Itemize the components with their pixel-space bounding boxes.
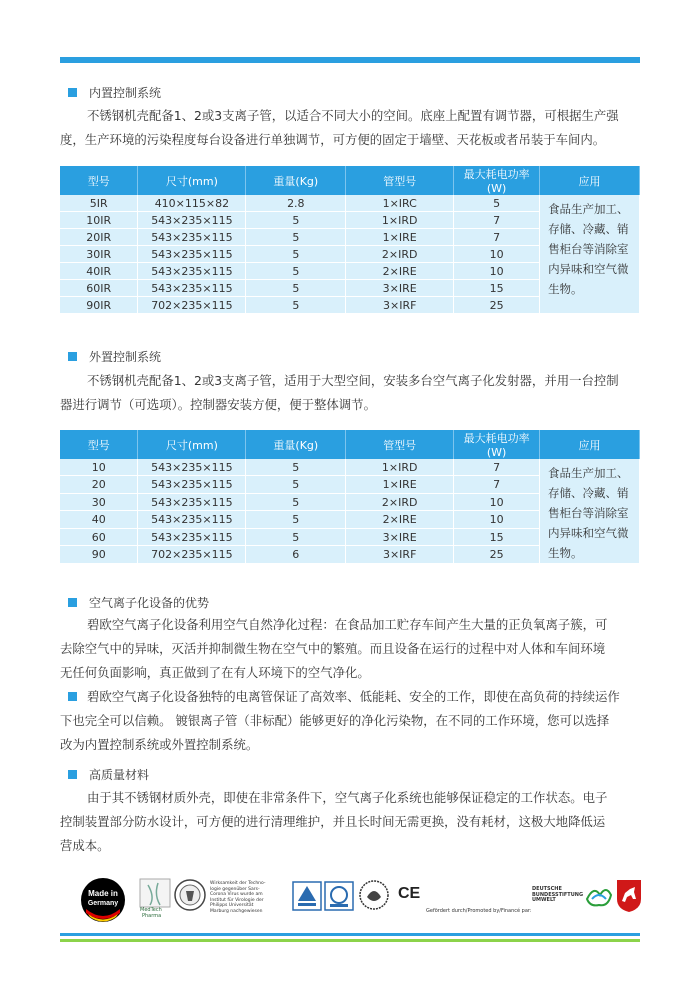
table-cell: 5: [246, 263, 346, 280]
germany-text: Germany: [87, 900, 119, 907]
table-cell: 15: [454, 280, 540, 297]
table-cell: 543×235×115: [138, 246, 246, 263]
table-cell: 543×235×115: [138, 263, 246, 280]
table-header-cell: 型号: [60, 166, 138, 195]
philipps-line: Wirksamkeit der Techno-: [210, 881, 266, 886]
table-cell: 25: [454, 546, 540, 564]
table-cell: 2×IRD: [346, 246, 454, 263]
section3-p1-line2: 去除空气中的异味，灭活并抑制微生物在空气中的繁殖。而且设备在运行的过程中对人体和车间环境: [60, 641, 606, 656]
table-cell: 20IR: [60, 229, 138, 246]
philipps-line: Institut für Virologie der: [210, 897, 264, 903]
table-cell: 5IR: [60, 195, 138, 212]
table-cell: 25: [454, 297, 540, 314]
table-header-cell: 尺寸(mm): [138, 430, 246, 459]
table-cell: 10: [454, 246, 540, 263]
section3-p2-line1-wrap: [60, 685, 642, 709]
table-header-cell: 型号: [60, 430, 138, 459]
bullet-square-icon: [68, 88, 77, 97]
table-cell: 10IR: [60, 212, 138, 229]
section2-heading: [68, 348, 161, 365]
section2-heading-text: 外置控制系统: [89, 350, 162, 364]
dbu-text-block: [532, 887, 582, 904]
pharma-text: Pharma: [142, 913, 162, 919]
ce-mark: CE: [398, 885, 421, 902]
dbu-line: DEUTSCHE: [532, 886, 562, 892]
philipps-line: Marburg nachgewiesen: [210, 908, 263, 914]
table-cell: 5: [454, 195, 540, 212]
table-cell: 7: [454, 229, 540, 246]
bullet-square-icon: [68, 692, 77, 701]
table-cell: 10: [60, 459, 138, 476]
application-line: 售柜台等消除室: [548, 506, 629, 520]
table-cell: 7: [454, 459, 540, 476]
table-cell: 1×IRD: [346, 459, 454, 476]
table-cell: 3×IRE: [346, 528, 454, 546]
application-line: 生物。: [548, 282, 583, 296]
table-cell: 10: [454, 493, 540, 511]
spec-table-external: [60, 430, 640, 564]
promoted-by-text: Gefördert durch/Promoted by/Financé par:: [426, 908, 532, 914]
spec-table-internal: [60, 166, 640, 314]
section1-paragraph: [60, 104, 642, 152]
table-header-cell: 管型号: [346, 166, 454, 195]
table-cell: 2×IRD: [346, 493, 454, 511]
application-line: 食品生产加工、: [548, 202, 629, 216]
philipps-line: Philipps Universität: [210, 903, 254, 908]
round-stamp-logo: [358, 879, 390, 911]
table-header-cell: 管型号: [346, 430, 454, 459]
application-cell: [540, 459, 640, 564]
table-cell: 5: [246, 528, 346, 546]
section2-line1: 不锈钢机壳配备1、2或3支离子管，适用于大型空间，安装多台空气离子化发射器，并用一台控制: [87, 373, 619, 388]
certification-logo-1: [292, 881, 322, 911]
table-cell: 5: [246, 459, 346, 476]
section4-line2: 控制装置部分防水设计，可方便的进行清理维护，并且长时间无需更换，没有耗材，这极大地降低运: [60, 814, 606, 829]
table-cell: 543×235×115: [138, 476, 246, 494]
table-cell: 40: [60, 511, 138, 529]
table-cell: 30: [60, 493, 138, 511]
table-header-cell: 重量(Kg): [246, 166, 346, 195]
section3-p1-line3: 无任何负面影响，真正做到了在有人环境下的空气净化。: [60, 665, 370, 680]
table-cell: 3×IRF: [346, 297, 454, 314]
section1-heading: [68, 84, 161, 101]
table-cell: 702×235×115: [138, 546, 246, 564]
section3-p1-line1: 碧欧空气离子化设备利用空气自然净化过程：在食品加工贮存车间产生大量的正负氧离子簇，可: [87, 617, 608, 632]
table-cell: 543×235×115: [138, 459, 246, 476]
logo-strip: [70, 875, 650, 925]
section4-line3: 营成本。: [60, 838, 110, 853]
bullet-square-icon: [68, 598, 77, 607]
bottom-accent-bar-blue: [60, 933, 640, 936]
section3-p2-line3: 改为内置控制系统或外置控制系统。: [60, 737, 259, 752]
table-cell: 410×115×82: [138, 195, 246, 212]
table-cell: 702×235×115: [138, 297, 246, 314]
dbu-line: UMWELT: [532, 897, 556, 903]
philipps-text-block: [210, 881, 280, 921]
application-cell: [540, 195, 640, 314]
lower-saxony-horse-logo: [616, 879, 642, 913]
application-line: 生物。: [548, 546, 583, 560]
table-cell: 543×235×115: [138, 493, 246, 511]
top-accent-bar: [60, 57, 640, 63]
table-cell: 1×IRE: [346, 229, 454, 246]
table-header-cell: 重量(Kg): [246, 430, 346, 459]
medtech-text: MedTech: [140, 907, 162, 913]
section3-heading: [68, 594, 209, 611]
table-cell: 7: [454, 212, 540, 229]
table-cell: 1×IRD: [346, 212, 454, 229]
section3-paragraph1: [60, 613, 642, 685]
table-cell: 543×235×115: [138, 212, 246, 229]
table-cell: 5: [246, 297, 346, 314]
section1-line2: 度，生产环境的污染程度每台设备进行单独调节，可方便的固定于墙壁、天花板或者吊装于车间内。: [60, 132, 606, 147]
table-cell: 5: [246, 229, 346, 246]
bullet-square-icon: [68, 770, 77, 779]
table-cell: 30IR: [60, 246, 138, 263]
table-cell: 543×235×115: [138, 511, 246, 529]
application-line: 存储、冷藏、销: [548, 222, 629, 236]
section2-paragraph: [60, 369, 642, 417]
university-seal-logo: [174, 879, 206, 911]
table-row: [60, 195, 640, 212]
table-cell: 40IR: [60, 263, 138, 280]
section1-heading-text: 内置控制系统: [89, 86, 162, 100]
table-cell: 3×IRF: [346, 546, 454, 564]
philipps-line: logie gegenüber Sars-: [210, 886, 260, 892]
table-cell: 2×IRE: [346, 511, 454, 529]
table-cell: 5: [246, 246, 346, 263]
table-cell: 7: [454, 476, 540, 494]
application-line: 内异味和空气微: [548, 262, 629, 276]
table-cell: 5: [246, 493, 346, 511]
table-cell: 10: [454, 263, 540, 280]
application-line: 存储、冷藏、销: [548, 486, 629, 500]
table-cell: 6: [246, 546, 346, 564]
table-cell: 2×IRE: [346, 263, 454, 280]
medtech-logo: [138, 877, 172, 921]
certification-logo-2: [324, 881, 354, 911]
table-cell: 543×235×115: [138, 528, 246, 546]
philipps-line: Corona Virus wurde am: [210, 892, 263, 897]
made-in-text: Made in: [88, 889, 118, 898]
table-row: [60, 459, 640, 476]
section4-line1: 由于其不锈钢材质外壳，即使在非常条件下，空气离子化系统也能够保证稳定的工作状态。电子: [87, 790, 608, 805]
section4-paragraph: [60, 786, 642, 858]
application-line: 内异味和空气微: [548, 526, 629, 540]
table-header-cell: 应用: [540, 430, 640, 459]
table-cell: 543×235×115: [138, 229, 246, 246]
dbu-line: BUNDESSTIFTUNG: [532, 891, 584, 898]
table-cell: 15: [454, 528, 540, 546]
table-cell: 10: [454, 511, 540, 529]
section3-paragraph2: [60, 685, 642, 757]
bullet-square-icon: [68, 352, 77, 361]
application-line: 食品生产加工、: [548, 466, 629, 480]
table-cell: 2.8: [246, 195, 346, 212]
dbu-logo: [584, 881, 614, 911]
table-header-cell: 尺寸(mm): [138, 166, 246, 195]
section3-heading-text: 空气离子化设备的优势: [89, 596, 210, 610]
table-cell: 90: [60, 546, 138, 564]
table-header-cell: 应用: [540, 166, 640, 195]
table-cell: 1×IRE: [346, 476, 454, 494]
table-cell: 3×IRE: [346, 280, 454, 297]
table-cell: 5: [246, 280, 346, 297]
table-cell: 60IR: [60, 280, 138, 297]
table-cell: 60: [60, 528, 138, 546]
table-cell: 90IR: [60, 297, 138, 314]
section4-heading-text: 高质量材料: [89, 768, 150, 782]
bottom-accent-bar-green: [60, 939, 640, 942]
table-header-cell: 最大耗电功率(W): [454, 166, 540, 195]
section3-p2-line1: 碧欧空气离子化设备独特的电离管保证了高效率、低能耗、安全的工作，即使在高负荷的持续运作: [87, 689, 620, 704]
table-cell: 5: [246, 212, 346, 229]
section4-heading: [68, 766, 149, 783]
application-line: 售柜台等消除室: [548, 242, 629, 256]
table-cell: 5: [246, 476, 346, 494]
table-cell: 543×235×115: [138, 280, 246, 297]
made-in-germany-logo: [80, 877, 126, 923]
section1-line1: 不锈钢机壳配备1、2或3支离子管，以适合不同大小的空间。底座上配置有调节器，可根据生产强: [87, 108, 619, 123]
table-cell: 1×IRC: [346, 195, 454, 212]
section2-line2: 器进行调节（可选项）。控制器安装方便，便于整体调节。: [60, 397, 376, 412]
table-cell: 20: [60, 476, 138, 494]
table-cell: 5: [246, 511, 346, 529]
table-header-cell: 最大耗电功率(W): [454, 430, 540, 459]
section3-p2-line2: 下也完全可以信赖。 镀银离子管（非标配）能够更好的净化污染物，在不同的工作环境，您可以选择: [60, 713, 610, 728]
